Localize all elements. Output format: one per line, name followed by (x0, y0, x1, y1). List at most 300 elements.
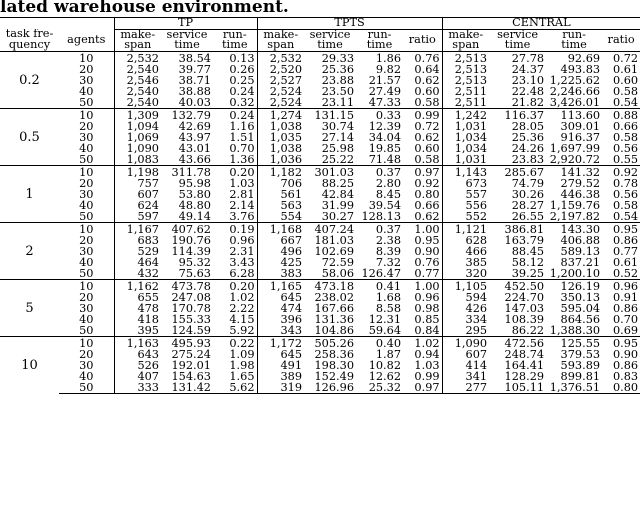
table-cell: 589.13 (560, 245, 601, 257)
table-cell: 466 (465, 245, 488, 257)
central-ratio-header: ratio (607, 32, 635, 46)
table-cell: 2,540 (126, 96, 159, 108)
table-cell: 0.41 (356, 279, 403, 292)
table-cell: 311.78 (161, 165, 213, 178)
table-cell: 0.40 (356, 336, 403, 349)
table-cell: 495.93 (161, 336, 213, 349)
agents-cell: 30 (59, 189, 114, 200)
table-cell: 529 (137, 245, 159, 257)
table-cell: 0.99 (403, 371, 442, 382)
table-header (0, 18, 640, 52)
table-cell: 8.58 (375, 302, 402, 314)
agents-cell: 30 (59, 246, 114, 257)
table-cell: 1,090 (442, 336, 489, 349)
results-table (0, 17, 640, 394)
table-cell: 1,697.99 (549, 142, 601, 154)
table-cell: 23.83 (511, 153, 545, 165)
table-cell: 0.95 (403, 235, 442, 246)
table-cell: 141.32 (546, 165, 602, 178)
table-cell: 1.65 (213, 371, 257, 382)
table-cell: 48.80 (178, 199, 211, 211)
task-frequency-cell: 2 (0, 222, 59, 279)
table-cell: 0.62 (403, 211, 442, 223)
table-cell: 192.01 (171, 359, 211, 371)
table-row (0, 268, 640, 280)
table-cell: 320 (465, 267, 488, 279)
table-cell: 3.76 (213, 211, 257, 223)
table-cell: 285.67 (489, 165, 546, 178)
table-row (0, 178, 640, 189)
central-runtime-header: run- time (561, 29, 587, 51)
table-cell: 496 (280, 245, 303, 257)
table-cell: 25.36 (321, 63, 355, 75)
agents-cell: 10 (59, 222, 114, 235)
table-cell: 0.61 (612, 63, 639, 75)
table-cell: 275.24 (171, 348, 211, 360)
table-cell: 385 (465, 256, 488, 268)
table-cell: 309.01 (560, 120, 601, 132)
table-cell: 86.22 (511, 324, 545, 336)
table-cell: 837.21 (560, 256, 601, 268)
table-cell: 12.39 (368, 120, 402, 132)
table-cell: 2,524 (269, 96, 303, 108)
table-cell: 3.43 (213, 257, 257, 268)
table-cell: 3,426.01 (549, 96, 601, 108)
table-cell: 170.78 (171, 302, 211, 314)
agents-cell: 10 (59, 279, 114, 292)
table-cell: 1,105 (442, 279, 489, 292)
table-cell: 224.70 (504, 291, 545, 303)
table-cell: 645 (280, 291, 303, 303)
task-frequency-cell: 5 (0, 279, 59, 336)
table-cell: 1.02 (403, 336, 442, 349)
table-cell: 607 (465, 348, 488, 360)
table-cell: 2,513 (454, 63, 488, 75)
table-cell: 25.32 (356, 382, 403, 394)
table-cell: 22.48 (511, 85, 545, 97)
table-cell: 279.52 (560, 177, 601, 189)
table-cell: 0.88 (602, 108, 640, 121)
table-cell: 0.60 (403, 143, 442, 154)
table-cell: 6.28 (213, 268, 257, 280)
table-cell: 2.81 (213, 189, 257, 200)
table-cell: 1,159.76 (549, 199, 601, 211)
table-cell: 0.97 (403, 165, 442, 178)
table-cell: 1,165 (257, 279, 304, 292)
table-cell: 43.01 (178, 142, 211, 154)
agents-cell: 30 (59, 75, 114, 86)
table-cell: 2,511 (454, 85, 488, 97)
table-cell: 1,309 (114, 108, 161, 121)
table-cell: 552 (465, 210, 488, 222)
table-cell: 491 (280, 359, 303, 371)
table-cell: 0.72 (602, 51, 640, 64)
table-cell: 126.47 (361, 267, 402, 279)
table-cell: 418 (137, 313, 159, 325)
table-cell: 1,162 (114, 279, 161, 292)
table-cell: 1,090 (126, 142, 159, 154)
table-cell: 190.76 (171, 234, 211, 246)
table-cell: 74.79 (511, 177, 545, 189)
table-cell: 23.10 (511, 74, 545, 86)
table-row (0, 246, 640, 257)
table-row (0, 108, 640, 121)
table-cell: 526 (137, 359, 159, 371)
table-cell: 34.04 (368, 131, 402, 143)
table-cell: 28.05 (511, 120, 545, 132)
table-cell: 0.85 (403, 314, 442, 325)
table-cell: 58.06 (321, 267, 355, 279)
table-cell: 1.87 (375, 348, 402, 360)
table-cell: 24.26 (511, 142, 545, 154)
table-cell: 706 (280, 177, 303, 189)
table-cell: 2,540 (126, 63, 159, 75)
task-frequency-header: task fre- quency (5, 29, 54, 51)
table-cell: 0.94 (403, 349, 442, 360)
table-cell: 1,198 (114, 165, 161, 178)
table-cell: 49.14 (178, 210, 211, 222)
table-cell: 71.48 (368, 153, 402, 165)
table-cell: 25.22 (321, 153, 355, 165)
table-cell: 0.96 (213, 235, 257, 246)
table-cell: 0.20 (213, 279, 257, 292)
table-cell: 0.80 (403, 189, 442, 200)
task-frequency-cell: 10 (0, 336, 59, 393)
group-header-central: CENTRAL (442, 18, 640, 30)
table-cell: 43.66 (178, 153, 211, 165)
table-cell: 0.80 (602, 382, 640, 394)
agents-cell: 30 (59, 132, 114, 143)
table-cell: 597 (137, 210, 159, 222)
table-cell: 2,513 (454, 74, 488, 86)
agents-cell: 10 (59, 108, 114, 121)
table-cell: 0.58 (612, 199, 639, 211)
table-cell: 0.86 (612, 234, 639, 246)
table-cell: 554 (280, 210, 303, 222)
agents-cell: 50 (59, 211, 114, 223)
table-cell: 0.95 (602, 336, 640, 349)
table-cell: 23.88 (321, 74, 355, 86)
agents-cell: 40 (59, 371, 114, 382)
table-cell: 0.92 (602, 165, 640, 178)
table-row (0, 75, 640, 86)
table-cell: 0.84 (403, 325, 442, 337)
table-cell: 0.77 (403, 268, 442, 280)
table-cell: 1,031 (454, 120, 488, 132)
table-cell: 0.66 (403, 200, 442, 211)
table-cell: 395 (137, 324, 159, 336)
table-cell: 1,168 (257, 222, 304, 235)
table-cell: 2,532 (114, 51, 161, 64)
table-row (0, 86, 640, 97)
table-cell: 0.70 (213, 143, 257, 154)
table-cell: 343 (280, 324, 303, 336)
table-cell: 131.36 (314, 313, 355, 325)
agents-cell: 40 (59, 143, 114, 154)
table-cell: 2,520 (269, 63, 303, 75)
table-cell: 2,527 (269, 74, 303, 86)
table-row (0, 235, 640, 246)
table-cell: 426 (465, 302, 488, 314)
table-cell: 396 (280, 313, 303, 325)
table-cell: 72.59 (321, 256, 355, 268)
table-cell: 0.56 (612, 188, 639, 200)
table-cell: 258.36 (314, 348, 355, 360)
group-header-tp: TP (114, 18, 257, 30)
table-cell: 556 (465, 199, 488, 211)
table-cell: 1.68 (375, 291, 402, 303)
table-body (0, 51, 640, 393)
table-cell: 248.74 (504, 348, 545, 360)
table-cell: 152.49 (314, 370, 355, 382)
table-cell: 1,121 (442, 222, 489, 235)
table-row (0, 325, 640, 337)
table-cell: 0.99 (403, 108, 442, 121)
group-header-tpts: TPTS (257, 18, 442, 30)
table-cell: 43.97 (178, 131, 211, 143)
table-cell: 473.18 (304, 279, 356, 292)
table-cell: 478 (137, 302, 159, 314)
agents-cell: 20 (59, 121, 114, 132)
table-cell: 42.84 (321, 188, 355, 200)
table-cell: 131.15 (304, 108, 356, 121)
table-cell: 0.25 (213, 75, 257, 86)
table-cell: 0.24 (213, 108, 257, 121)
table-cell: 1,038 (269, 120, 303, 132)
table-cell: 472.56 (489, 336, 546, 349)
table-cell: 126.19 (546, 279, 602, 292)
task-frequency-cell: 1 (0, 165, 59, 222)
table-row (0, 165, 640, 178)
table-cell: 75.63 (178, 267, 211, 279)
table-cell: 406.88 (560, 234, 601, 246)
table-cell: 0.13 (213, 51, 257, 64)
table-cell: 333 (114, 382, 161, 394)
agents-cell: 50 (59, 268, 114, 280)
table-cell: 5.92 (213, 325, 257, 337)
table-cell: 0.92 (403, 178, 442, 189)
table-cell: 126.96 (304, 382, 356, 394)
table-cell: 58.12 (511, 256, 545, 268)
table-cell: 104.86 (314, 324, 355, 336)
agents-cell: 50 (59, 97, 114, 109)
table-cell: 643 (137, 348, 159, 360)
table-cell: 39.54 (368, 199, 402, 211)
table-cell: 425 (280, 256, 303, 268)
table-row (0, 222, 640, 235)
table-cell: 407 (137, 370, 159, 382)
central-service-header: service time (497, 29, 539, 51)
table-cell: 38.88 (178, 85, 211, 97)
table-cell: 23.50 (321, 85, 355, 97)
table-cell: 102.69 (314, 245, 355, 257)
table-cell: 39.77 (178, 63, 211, 75)
table-cell: 164.41 (504, 359, 545, 371)
table-cell: 0.58 (612, 131, 639, 143)
tp-runtime-header: run- time (213, 29, 257, 51)
agents-cell: 10 (59, 165, 114, 178)
table-cell: 124.59 (171, 324, 211, 336)
table-cell: 26.55 (511, 210, 545, 222)
table-cell: 0.54 (612, 96, 639, 108)
agents-cell: 40 (59, 200, 114, 211)
table-cell: 0.91 (612, 291, 639, 303)
table-cell: 0.98 (403, 303, 442, 314)
table-cell: 198.30 (314, 359, 355, 371)
table-cell: 47.33 (368, 96, 402, 108)
table-cell: 628 (465, 234, 488, 246)
table-cell: 0.58 (403, 97, 442, 109)
table-cell: 0.58 (612, 85, 639, 97)
table-cell: 1,388.30 (549, 324, 601, 336)
table-cell: 0.62 (403, 75, 442, 86)
table-row (0, 154, 640, 166)
table-cell: 12.31 (368, 313, 402, 325)
table-cell: 473.78 (161, 279, 213, 292)
task-frequency-cell: 0.5 (0, 108, 59, 165)
table-cell: 0.90 (403, 246, 442, 257)
table-cell: 624 (137, 199, 159, 211)
table-cell: 88.45 (511, 245, 545, 257)
table-cell: 0.56 (612, 142, 639, 154)
table-row (0, 64, 640, 75)
table-cell: 1,036 (269, 153, 303, 165)
table-cell: 1,034 (454, 131, 488, 143)
table-cell: 21.82 (511, 96, 545, 108)
table-cell: 1,035 (269, 131, 303, 143)
table-cell: 0.78 (612, 177, 639, 189)
table-cell: 181.03 (314, 234, 355, 246)
table-row (0, 382, 640, 394)
table-cell: 131.42 (161, 382, 213, 394)
table-cell: 2,524 (269, 85, 303, 97)
table-cell: 2.38 (375, 234, 402, 246)
table-cell: 0.86 (612, 302, 639, 314)
table-cell: 1,069 (126, 131, 159, 143)
agents-cell: 20 (59, 235, 114, 246)
table-cell: 607 (137, 188, 159, 200)
agents-cell: 50 (59, 382, 114, 394)
tpts-ratio-header: ratio (403, 29, 442, 51)
table-cell: 1.00 (403, 222, 442, 235)
tpts-service-header: service time (309, 29, 351, 51)
table-cell: 563 (280, 199, 303, 211)
table-cell: 167.66 (314, 302, 355, 314)
table-cell: 2,511 (454, 96, 488, 108)
table-cell: 1.36 (213, 154, 257, 166)
table-cell: 155.33 (171, 313, 211, 325)
table-cell: 683 (137, 234, 159, 246)
table-cell: 334 (465, 313, 488, 325)
task-frequency-cell: 0.2 (0, 51, 59, 108)
table-cell: 154.63 (171, 370, 211, 382)
table-cell: 31.99 (321, 199, 355, 211)
agents-cell: 20 (59, 349, 114, 360)
table-cell: 8.45 (375, 188, 402, 200)
agents-cell: 40 (59, 257, 114, 268)
table-cell: 1,182 (257, 165, 304, 178)
table-cell: 2,546 (126, 74, 159, 86)
agents-cell: 30 (59, 360, 114, 371)
table-cell: 2,197.82 (549, 210, 601, 222)
tp-makespan-header: make- span (120, 29, 156, 51)
table-cell: 2,540 (126, 85, 159, 97)
table-cell: 1.09 (213, 349, 257, 360)
table-cell: 1,083 (126, 153, 159, 165)
table-cell: 0.69 (612, 324, 639, 336)
table-cell: 1.02 (213, 292, 257, 303)
table-cell: 29.33 (304, 51, 356, 64)
table-cell: 301.03 (304, 165, 356, 178)
table-cell: 493.83 (560, 63, 601, 75)
table-cell: 864.56 (560, 313, 601, 325)
table-cell: 464 (137, 256, 159, 268)
tpts-runtime-header: run- time (366, 29, 393, 51)
table-cell: 1,200.10 (549, 267, 601, 279)
table-cell: 0.37 (356, 165, 403, 178)
table-cell: 8.39 (375, 245, 402, 257)
table-cell: 0.19 (213, 222, 257, 235)
table-cell: 295 (465, 324, 488, 336)
table-cell: 1,274 (257, 108, 304, 121)
table-cell: 1.16 (213, 121, 257, 132)
table-cell: 595.04 (560, 302, 601, 314)
table-row (0, 189, 640, 200)
table-cell: 0.76 (403, 257, 442, 268)
table-cell: 0.90 (612, 348, 639, 360)
table-cell: 132.79 (161, 108, 213, 121)
table-cell: 899.81 (560, 370, 601, 382)
table-cell: 25.98 (321, 142, 355, 154)
table-cell: 452.50 (489, 279, 546, 292)
agents-cell: 50 (59, 154, 114, 166)
table-cell: 25.36 (511, 131, 545, 143)
table-cell: 0.60 (612, 74, 639, 86)
table-cell: 147.03 (504, 302, 545, 314)
central-makespan-header: make- span (448, 29, 484, 51)
table-cell: 23.11 (321, 96, 355, 108)
table-cell: 0.58 (403, 154, 442, 166)
table-cell: 38.71 (178, 74, 211, 86)
table-cell: 0.33 (356, 108, 403, 121)
table-cell: 667 (280, 234, 303, 246)
table-cell: 88.25 (321, 177, 355, 189)
table-cell: 379.53 (560, 348, 601, 360)
table-cell: 0.95 (602, 222, 640, 235)
table-cell: 1,167 (114, 222, 161, 235)
agents-cell: 20 (59, 178, 114, 189)
table-cell: 0.37 (356, 222, 403, 235)
table-cell: 0.20 (213, 165, 257, 178)
table-row (0, 257, 640, 268)
table-cell: 125.55 (546, 336, 602, 349)
table-cell: 113.60 (546, 108, 602, 121)
table-cell: 53.80 (178, 188, 211, 200)
table-cell: 0.76 (403, 51, 442, 64)
table-cell: 1,038 (269, 142, 303, 154)
table-cell: 0.26 (213, 64, 257, 75)
table-cell: 28.27 (511, 199, 545, 211)
table-cell: 1.03 (403, 360, 442, 371)
table-cell: 474 (280, 302, 303, 314)
table-cell: 1,163 (114, 336, 161, 349)
agents-cell: 20 (59, 292, 114, 303)
table-cell: 594 (465, 291, 488, 303)
table-cell: 593.89 (560, 359, 601, 371)
table-row (0, 279, 640, 292)
agents-header: agents (59, 29, 114, 51)
table-cell: 0.83 (612, 370, 639, 382)
